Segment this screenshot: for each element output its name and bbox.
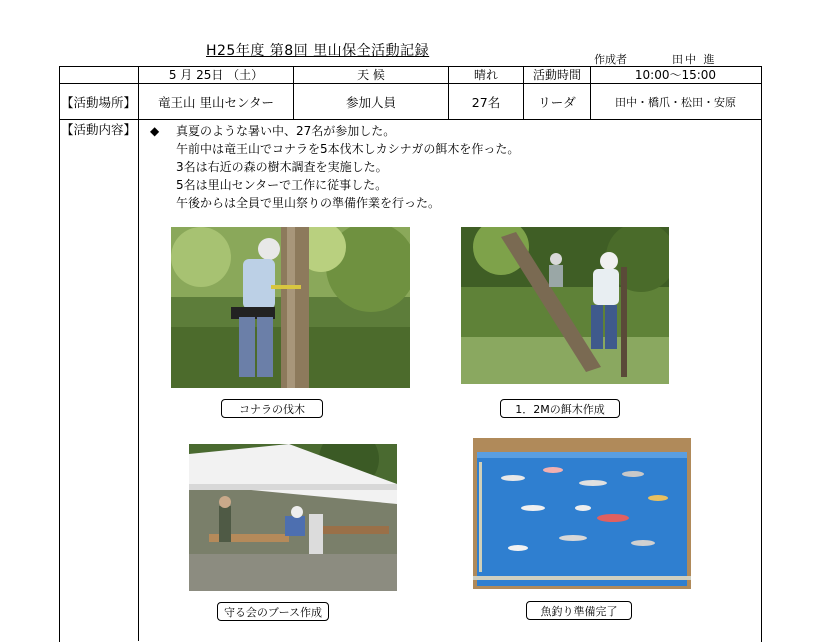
report-title: H25年度 第8回 里山保全活動記録 — [206, 43, 430, 59]
content-label: 【活動内容】 — [60, 122, 136, 137]
weather-value: 晴れ — [473, 68, 498, 82]
activity-date: 5 月 25日 （土） — [168, 68, 264, 82]
weather-label: 天 候 — [357, 68, 385, 82]
time-value: 10:00～15:00 — [634, 68, 717, 82]
content-line: 3名は右近の森の樹木調査を実施した。 — [176, 160, 388, 174]
column-divider — [138, 66, 139, 641]
place-value: 竜王山 里山センター — [158, 94, 274, 110]
leader-label: リーダ — [538, 94, 576, 110]
author-name: 田中 進 — [672, 53, 717, 66]
photo-caption: 守る会のブース作成 — [217, 602, 329, 621]
photo-caption: 1．2Mの餌木作成 — [500, 399, 620, 418]
photo-caption: コナラの伐木 — [221, 399, 323, 418]
photo-felling — [171, 227, 410, 388]
place-label: 【活動場所】 — [60, 94, 136, 110]
content-line: 午前中は竜王山でコナラを5本伐木しカシナガの餌木を作った。 — [176, 142, 520, 156]
photo-booth — [189, 444, 397, 591]
participants-label: 参加人員 — [345, 94, 396, 110]
content-line: 5名は里山センターで工作に従事した。 — [176, 178, 388, 192]
row-divider — [59, 119, 761, 120]
activity-content — [150, 122, 519, 212]
author-label: 作成者 — [594, 53, 627, 66]
leader-value: 田中・橋爪・松田・安原 — [615, 95, 736, 109]
content-line: ◆ 真夏のような暑い中、27名が参加した。 — [150, 124, 396, 138]
photo-bait-wood — [461, 227, 669, 384]
time-label: 活動時間 — [532, 68, 581, 82]
content-line: 午後からは全員で里山祭りの準備作業を行った。 — [176, 196, 441, 210]
participants-value: 27名 — [471, 94, 501, 110]
photo-fishing — [473, 438, 691, 589]
diamond-bullet-icon: ◆ — [150, 124, 160, 138]
photo-caption: 魚釣り準備完了 — [526, 601, 632, 620]
